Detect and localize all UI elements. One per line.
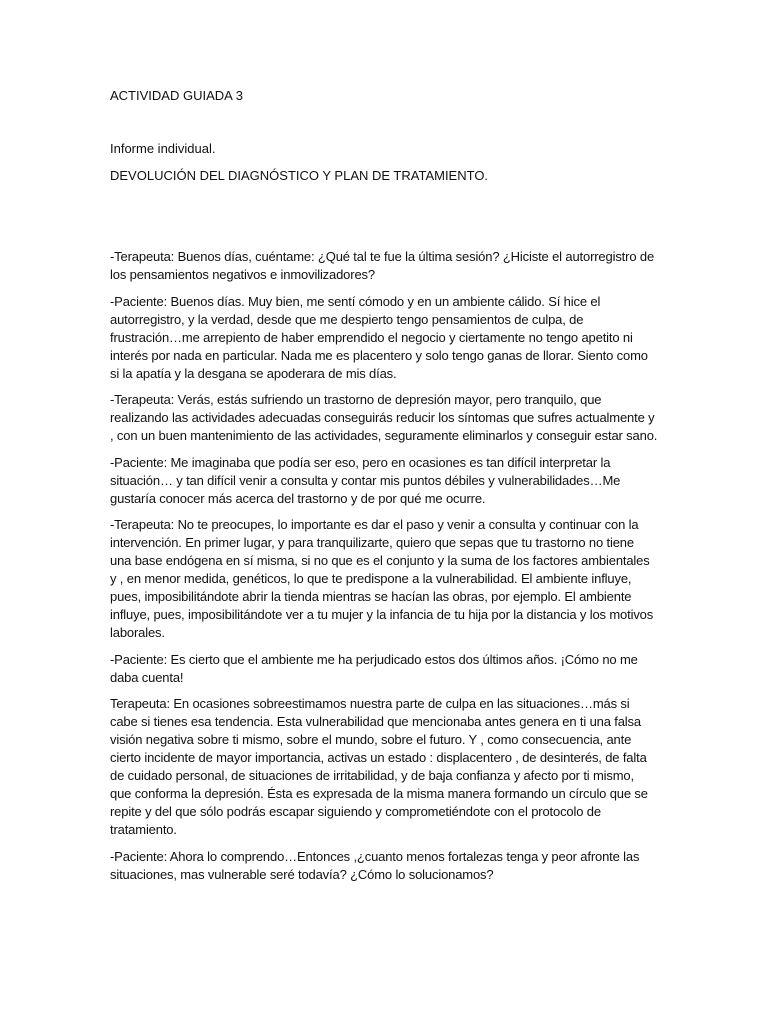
document-title: ACTIVIDAD GUIADA 3 <box>110 88 243 103</box>
dialogue-paragraph-therapist: -Terapeuta: Verás, estás sufriendo un trastorno de depresión mayor, pero tranquilo, que realizando las actividades adecuadas conseguirás reducir los síntomas que sufres actualmente y , con un buen mantenimiento de las actividades, seguramente eliminarlos y conseguir estar sano. <box>110 392 658 443</box>
dialogue-paragraph-patient: -Paciente: Me imaginaba que podía ser eso, pero en ocasiones es tan difícil interpretar la situación… y tan difícil venir a consulta y contar mis puntos débiles y vulnerabilidades…Me gustaría conocer más acerca del trastorno y de por qué me ocurre. <box>110 454 621 506</box>
document-heading: DEVOLUCIÓN DEL DIAGNÓSTICO Y PLAN DE TRATAMIENTO. <box>110 168 489 183</box>
dialogue-body <box>110 248 658 892</box>
dialogue-paragraph-therapist: -Terapeuta: Buenos días, cuéntame: ¿Qué tal te fue la última sesión? ¿Hiciste el autorregistro de los pensamientos negativos e inmovilizadores? <box>110 249 655 282</box>
dialogue-paragraph-patient: -Paciente: Es cierto que el ambiente me ha perjudicado estos dos últimos años. ¡Cómo no me daba cuenta! <box>110 651 638 685</box>
dialogue-paragraph-patient: -Paciente: Ahora lo comprendo…Entonces ,¿cuanto menos fortalezas tenga y peor afronte las situaciones, mas vulnerable seré todavía? ¿Cómo lo solucionamos? <box>110 848 640 882</box>
dialogue-paragraph-therapist: -Terapeuta: No te preocupes, lo importante es dar el paso y venir a consulta y continuar con la intervención. En primer lugar, y para tranquilizarte, quiero que sepas que tu trastorno no tiene una base endógena en sí misma, si no que es el conjunto y la suma de los factores ambientales y , en menor medida, genéticos, lo que te predispone a la vulnerabilidad. El ambiente influye, pues, imposibilitándote abrir la tienda mientras se hacían las obras, por ejemplo. El ambiente influye, pues, imposibilitándote ver a tu mujer y la infancia de tu hija por la distancia y los motivos laborales. <box>110 517 654 640</box>
document-subtitle: Informe individual. <box>110 141 216 156</box>
dialogue-paragraph-patient: -Paciente: Buenos días. Muy bien, me sentí cómodo y en un ambiente cálido. Sí hice el autorregistro, y la verdad, desde que me despierto tengo pensamientos de culpa, de frustración…me arrepiento de haber emprendido el negocio y ciertamente no tengo apetito ni interés por nada en particular. Nada me es placentero y solo tengo ganas de llorar. Siento como si la apatía y la desgana se apoderara de mis días. <box>110 293 648 381</box>
dialogue-paragraph-therapist: Terapeuta: En ocasiones sobreestimamos nuestra parte de culpa en las situaciones…más si cabe si tienes esa tendencia. Esta vulnerabilidad que mencionaba antes genera en ti una falsa visión negativa sobre ti mismo, sobre el mundo, sobre el futuro. Y , como consecuencia, ante cierto incidente de mayor importancia, activas un estado : displacentero , de desinterés, de falta de cuidado personal, de situaciones de irritabilidad, y de baja confianza y afecto por ti mismo, que conforma la depresión. Ésta es expresada de la misma manera formando un círculo que se repite y del que sólo podrás escapar siguiendo y comprometiéndote con el protocolo de tratamiento. <box>110 696 648 837</box>
